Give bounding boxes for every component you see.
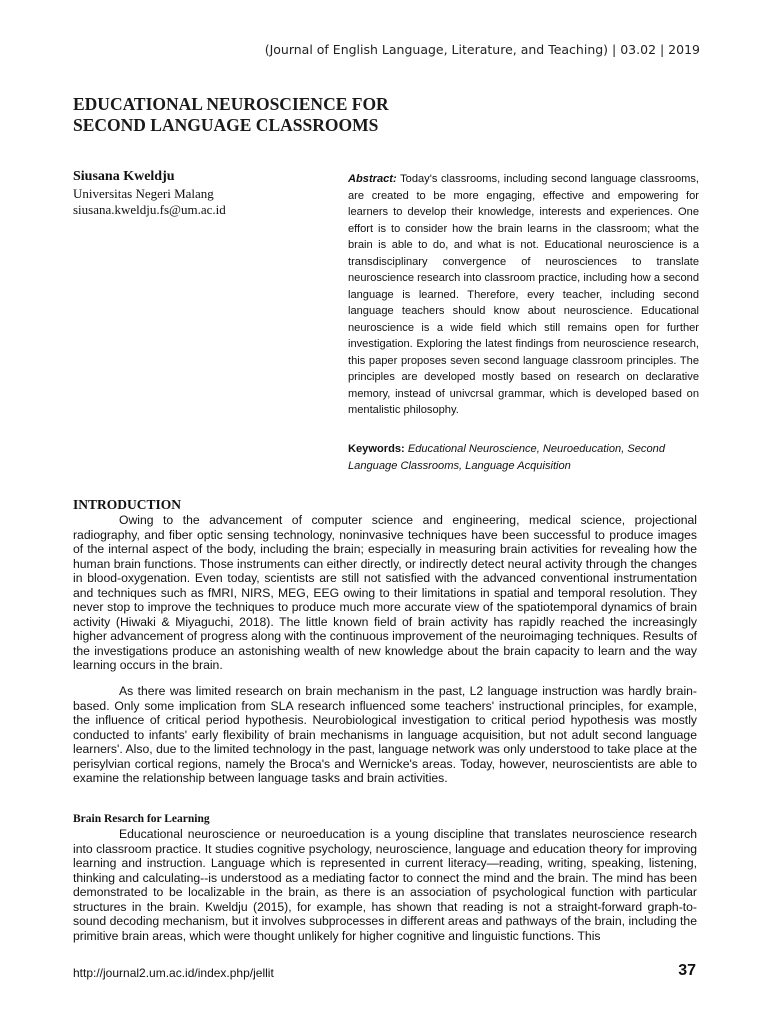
brain-research-heading: Brain Resarch for Learning — [73, 813, 210, 825]
author-email: siusana.kweldju.fs@um.ac.id — [73, 202, 226, 217]
introduction-paragraph-1: Owing to the advancement of computer science and engineering, medical science, projectional radiography, and fiber optic sensing technology, noninvasive techniques have been successful to produce images of the internal aspect of the body, including the brain; especially in measuring brain activities for revealing how the human brain functions. Those instruments can either directly, or indirectly detect neural activity through the changes in blood-oxygenation. Even today, scientists are still not satisfied with the advanced conventional instrumentation and techniques such as fMRI, NIRS, MEG, EEG owing to their limitations in spatial and temporal resolution. They never stop to improve the techniques to produce much more accurate view of the spatiotemporal dynamics of brain activity (Hiwaki & Miyaguchi, 2018). The little known field of brain activity has rapidly reached the increasingly higher advancement of progress along with the continuous improvement of the neuroimaging techniques. Results of the investigations produce an astonishing wealth of new knowledge about the brain capacity to learn and the way learning occurs in the brain. — [73, 513, 697, 672]
author-affiliation: Universitas Negeri Malang — [73, 186, 214, 201]
author-block — [73, 168, 313, 218]
brain-research-paragraph-1: Educational neuroscience or neuroeducation is a young discipline that translates neuroscience research into classroom practice. It studies cognitive psychology, neuroscience, language and education theory for improving learning and instruction. Language which is represented in current literacy—reading, writing, speaking, listening, thinking and calculating--is understood as a mediating factor to connect the mind and the brain. The mind has been demonstrated to be localizable in the brain, as there is an association of psychological function with particular structures in the brain. Kweldju (2015), for example, has shown that reading is not a straight-forward graph-to-sound decoding mechanism, but it involves subprocesses in different areas and pathways of the brain, including the primitive brain areas, which were thought unlikely for higher cognitive and linguistic functions. This — [73, 827, 697, 943]
keywords — [348, 441, 700, 474]
abstract — [348, 171, 699, 419]
page-number: 37 — [678, 962, 696, 979]
abstract-label: Abstract: — [348, 173, 397, 185]
abstract-text: Today's classrooms, including second language classrooms, are created to be more engaging, effective and empowering for learners to develop their knowledge, interests and experiences. One effort is to consider how the brain learns in the classroom; what the brain is able to do, and what is not. Educational neuroscience is a transdisciplinary convergence of neurosciences to translate neuroscience research into classroom practice, including how a second language is learned. Therefore, every teacher, including second language teachers should know about neuroscience. Educational neuroscience is a wide field which still remains open for further investigation. Exploring the latest findings from neuroscience research, this paper proposes seven second language classroom principles. The principles are developed mostly based on research on declarative memory, instead of univcrsal grammar, which is developed based on mentalistic philosophy. — [348, 173, 699, 416]
title-line-1: EDUCATIONAL NEUROSCIENCE FOR — [73, 94, 389, 114]
paper-title — [73, 94, 493, 136]
keywords-label: Keywords: — [348, 443, 405, 455]
issue-info: | 03.02 | 2019 — [612, 42, 700, 57]
journal-url: http://journal2.um.ac.id/index.php/jellit — [73, 966, 274, 980]
author-name: Siusana Kweldju — [73, 169, 175, 184]
introduction-heading: INTRODUCTION — [73, 497, 182, 512]
running-header — [265, 42, 700, 57]
title-line-2: SECOND LANGUAGE CLASSROOMS — [73, 115, 379, 135]
keywords-text: Educational Neuroscience, Neuroeducation, Second Language Classrooms, Language Acquisition — [348, 443, 665, 472]
introduction-paragraph-2: As there was limited research on brain mechanism in the past, L2 language instruction was hardly brain-based. Only some implication from SLA research influenced some teachers' instructional principles, for example, the influence of critical period hypothesis. Neurobiological investigation to critical period hypothesis was mostly conducted to infants' early flexibility of brain mechanisms in language acquisition, but not adult second language learners'. Also, due to the limited technology in the past, language network was only understood to take place at the perisylvian cortical regions, namely the Broca's and Wernicke's areas. Today, however, neuroscientists are able to examine the relationship between language tasks and brain activities. — [73, 684, 697, 785]
journal-name: (Journal of English Language, Literature, and Teaching) — [264, 42, 609, 57]
